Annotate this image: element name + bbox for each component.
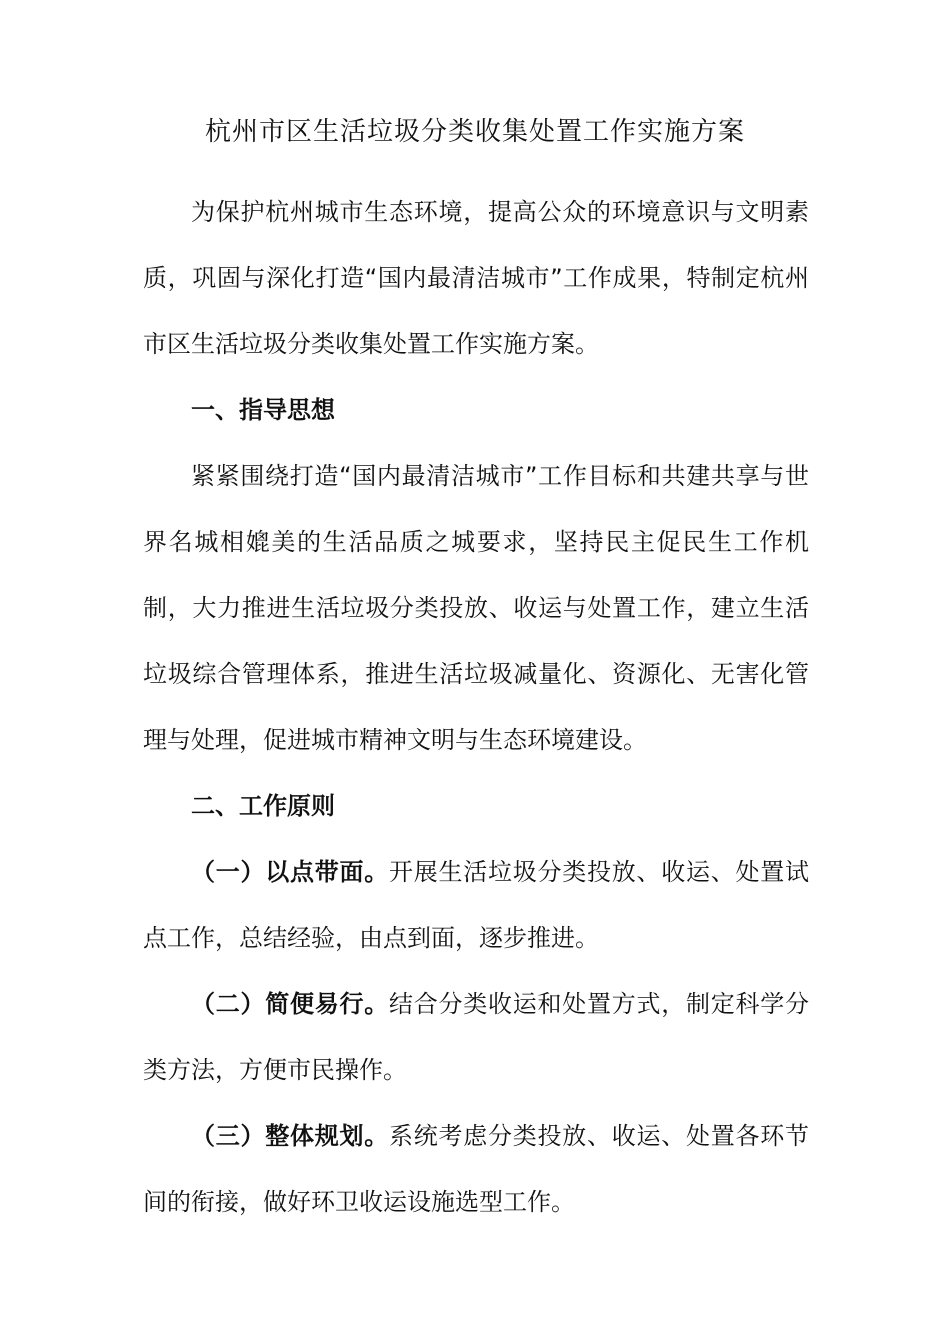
principle-item bbox=[143, 971, 809, 1103]
principle-lead: （二）简便易行。 bbox=[191, 990, 389, 1018]
principle-text: 开展生活垃圾分类投放、收运、处置试点工作，总结经验，由点到面，逐步推进。 bbox=[143, 858, 809, 952]
document-body bbox=[143, 179, 809, 1235]
section-heading-guiding-ideology: 一、指导思想 bbox=[191, 396, 335, 424]
guiding-ideology-paragraph: 紧紧围绕打造“国内最清洁城市”工作目标和共建共享与世界名城相媲美的生活品质之城要求，坚持民主促民生工作机制，大力推进生活垃圾分类投放、收运与处置工作，建立生活垃圾综合管理体系，推进生活垃圾减量化、资源化、无害化管理与处理，促进城市精神文明与生态环境建设。 bbox=[143, 462, 809, 754]
intro-paragraph: 为保护杭州城市生态环境，提高公众的环境意识与文明素质，巩固与深化打造“国内最清洁城市”工作成果，特制定杭州市区生活垃圾分类收集处置工作实施方案。 bbox=[143, 198, 809, 358]
principle-item bbox=[143, 1103, 809, 1235]
document-title: 杭州市区生活垃圾分类收集处置工作实施方案 bbox=[204, 117, 745, 147]
principle-lead: （一）以点带面。 bbox=[191, 858, 389, 886]
principle-lead: （三）整体规划。 bbox=[191, 1122, 389, 1150]
principle-item bbox=[143, 839, 809, 971]
section-heading-work-principles: 二、工作原则 bbox=[191, 792, 335, 820]
principle-text: 结合分类收运和处置方式，制定科学分类方法，方便市民操作。 bbox=[143, 990, 809, 1084]
principle-text: 系统考虑分类投放、收运、处置各环节间的衔接，做好环卫收运设施选型工作。 bbox=[143, 1122, 809, 1216]
